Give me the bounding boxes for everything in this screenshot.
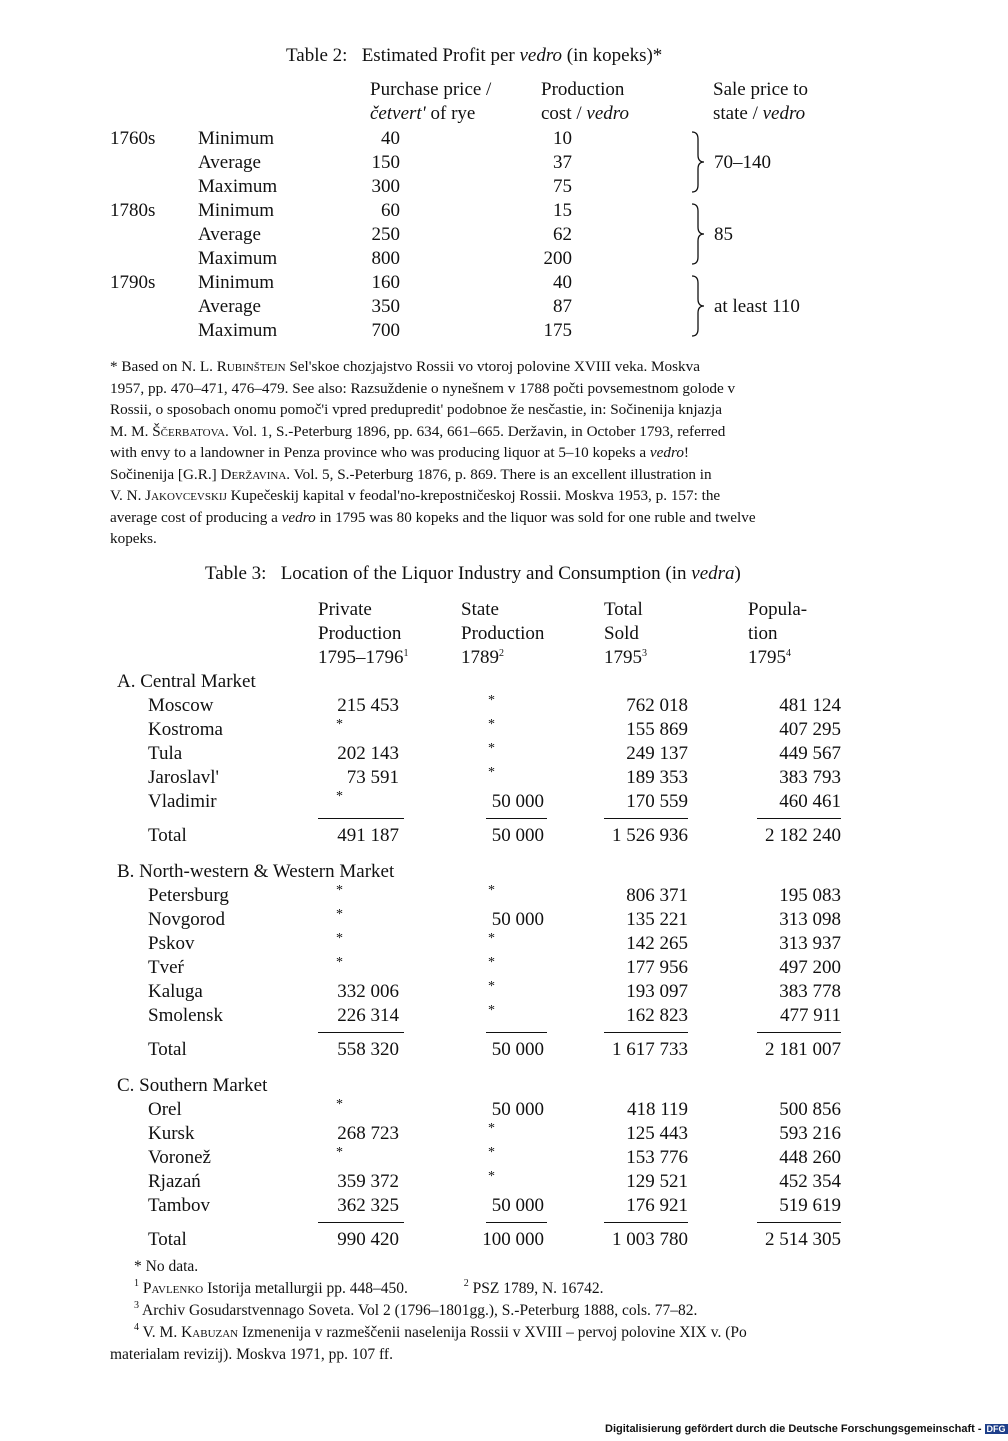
header-population: Popula- tion 1795$^4$ xyxy=(748,599,808,668)
no-data-mark: * xyxy=(336,717,343,732)
note-1-2: $^1$ Pavlenko Istorija metallurgii pp. 448–450. $^2$ PSZ 1789, N. 16742. xyxy=(134,1278,604,1297)
curly-brace-icon xyxy=(690,203,706,265)
total-private: 990 420 xyxy=(337,1229,399,1250)
cell-sold: 249 137 xyxy=(626,743,688,764)
region-name: Tambov xyxy=(148,1195,210,1216)
sum-rule xyxy=(318,1032,404,1033)
note-no-data: * No data. xyxy=(134,1258,199,1275)
cell-sold: 142 265 xyxy=(626,933,688,954)
cell-private: 359 372 xyxy=(337,1171,399,1192)
total-pop: 2 514 305 xyxy=(765,1229,841,1250)
sale-price: at least 110 xyxy=(714,296,800,317)
no-data-mark: * xyxy=(488,741,495,756)
region-name: Rjazań xyxy=(148,1171,201,1192)
production-cost: 175 xyxy=(543,320,572,341)
no-data-mark: * xyxy=(488,765,495,780)
cell-state: 50 000 xyxy=(491,1195,544,1216)
region-name: Tula xyxy=(148,743,183,764)
cell-state: 50 000 xyxy=(491,791,544,812)
sum-rule xyxy=(757,818,841,819)
sum-rule xyxy=(486,1032,547,1033)
purchase-price: 700 xyxy=(371,320,400,341)
production-cost: 200 xyxy=(543,248,572,269)
cell-pop: 195 083 xyxy=(779,885,841,906)
production-cost: 10 xyxy=(553,128,572,149)
sum-rule xyxy=(318,818,404,819)
cell-pop: 449 567 xyxy=(779,743,841,764)
cell-pop: 313 937 xyxy=(779,933,841,954)
production-cost: 15 xyxy=(553,200,572,221)
cell-sold: 153 776 xyxy=(626,1147,688,1168)
production-cost: 37 xyxy=(553,152,572,173)
total-label: Total xyxy=(148,1039,187,1060)
curly-brace-icon xyxy=(690,131,706,193)
sale-price: 85 xyxy=(714,224,733,245)
dfg-logo: DFG xyxy=(986,1424,1006,1434)
cell-pop: 519 619 xyxy=(779,1195,841,1216)
cell-private: 73 591 xyxy=(346,767,399,788)
sum-rule xyxy=(604,818,688,819)
row-label: Minimum xyxy=(198,200,275,221)
table3-caption: Table 3: Location of the Liquor Industry and Consumption (in vedra) xyxy=(205,563,741,584)
sum-rule xyxy=(604,1222,688,1223)
cell-sold: 193 097 xyxy=(626,981,688,1002)
row-label: Average xyxy=(198,224,261,245)
note-4: $^4$ V. M. Kabuzan Izmenenija v razmeščenii naselenija Rossii v XVIII – pervoj polovine XIX v. (Po xyxy=(134,1322,747,1341)
curly-brace-icon xyxy=(690,275,706,337)
total-label: Total xyxy=(148,1229,187,1250)
section-title: A. Central Market xyxy=(117,671,256,692)
cell-private: 202 143 xyxy=(337,743,399,764)
production-cost: 87 xyxy=(553,296,572,317)
cell-private: 332 006 xyxy=(337,981,399,1002)
cell-sold: 162 823 xyxy=(626,1005,688,1026)
sum-rule xyxy=(757,1222,841,1223)
no-data-mark: * xyxy=(488,717,495,732)
purchase-price: 250 xyxy=(371,224,400,245)
table2-caption: Table 2: Estimated Profit per vedro (in kopeks)* xyxy=(286,45,663,66)
region-name: Smolensk xyxy=(148,1005,223,1026)
region-name: Kaluga xyxy=(148,981,203,1002)
purchase-price: 160 xyxy=(371,272,400,293)
table2-footnote: * Based on N. L. Rubinštejn Sel'skoe chozjajstvo Rossii vo vtoroj polovine XVIII veka. Moskva 1957, pp. 470–471, 476–479. See also: Razsuždenie o nynešnem v 1788 počti povsemestnom golode v Rossii, o sposobach onomu pomoč'i vpred predupredit' podobnoe že nesčastie, in: Sočinenija knjazja M. M. Ščerbatova. Vol. 1, S.-Peterburg 1896, pp. 634, 661–665. Deržavin, in October 1793, referred with envy to a landowner in Penza province who was producing liquor at 5–10 kopeks a vedro! Sočinenija [G.R.] Deržavina. Vol. 5, S.-Peterburg 1876, p. 869. There is an excellent illustration in V. N. Jakovcevskij Kupečeskij kapital v feodal'no-krepostničeskoj Rossii. Moskva 1953, p. 157: the average cost of producing a vedro in 1795 was 80 kopeks and the liquor was sold for one ruble and twelve kopeks. xyxy=(110,358,756,547)
no-data-mark: * xyxy=(488,1121,495,1136)
no-data-mark: * xyxy=(336,789,343,804)
header-total-sold: Total Sold 1795$^3$ xyxy=(604,599,647,668)
sum-rule xyxy=(604,1032,688,1033)
row-label: Average xyxy=(198,152,261,173)
note-3: $^3$ Archiv Gosudarstvennago Soveta. Vol 2 (1796–1801gg.), S.-Peterburg 1888, cols. 77–82. xyxy=(134,1300,698,1319)
cell-pop: 452 354 xyxy=(779,1171,841,1192)
production-cost: 40 xyxy=(553,272,572,293)
cell-sold: 806 371 xyxy=(626,885,688,906)
cell-private: 268 723 xyxy=(337,1123,399,1144)
header-private-production: Private Production 1795–1796$^1$ xyxy=(318,599,409,668)
region-name: Voronež xyxy=(148,1147,211,1168)
row-label: Average xyxy=(198,296,261,317)
cell-pop: 383 793 xyxy=(779,767,841,788)
header-sale-unit: state / vedro xyxy=(713,103,806,124)
region-name: Vladimir xyxy=(148,791,217,812)
purchase-price: 300 xyxy=(371,176,400,197)
total-state: 100 000 xyxy=(482,1229,544,1250)
cell-sold: 170 559 xyxy=(626,791,688,812)
purchase-price: 60 xyxy=(381,200,400,221)
total-state: 50 000 xyxy=(491,1039,544,1060)
row-label: Minimum xyxy=(198,128,275,149)
region-name: Jaroslavl' xyxy=(148,767,219,788)
header-production-unit: cost / vedro xyxy=(541,103,629,124)
cell-pop: 313 098 xyxy=(779,909,841,930)
header-production: Production xyxy=(541,79,625,100)
cell-state: 50 000 xyxy=(491,1099,544,1120)
row-label: Maximum xyxy=(198,320,278,341)
total-sold: 1 003 780 xyxy=(612,1229,688,1250)
no-data-mark: * xyxy=(488,955,495,970)
total-pop: 2 182 240 xyxy=(765,825,841,846)
total-state: 50 000 xyxy=(491,825,544,846)
header-purchase: Purchase price / xyxy=(370,79,492,100)
cell-sold: 125 443 xyxy=(626,1123,688,1144)
no-data-mark: * xyxy=(488,693,495,708)
region-name: Novgorod xyxy=(148,909,226,930)
region-name: Kursk xyxy=(148,1123,195,1144)
header-sale: Sale price to xyxy=(713,79,808,100)
cell-pop: 477 911 xyxy=(779,1005,841,1026)
cell-pop: 460 461 xyxy=(779,791,841,812)
cell-sold: 129 521 xyxy=(626,1171,688,1192)
cell-pop: 481 124 xyxy=(779,695,841,716)
total-sold: 1 526 936 xyxy=(612,825,688,846)
region-name: Pskov xyxy=(148,933,195,954)
no-data-mark: * xyxy=(488,931,495,946)
purchase-price: 150 xyxy=(371,152,400,173)
total-label: Total xyxy=(148,825,187,846)
production-cost: 75 xyxy=(553,176,572,197)
total-sold: 1 617 733 xyxy=(612,1039,688,1060)
no-data-mark: * xyxy=(488,883,495,898)
table3-notes xyxy=(110,1256,747,1366)
no-data-mark: * xyxy=(336,1145,343,1160)
no-data-mark: * xyxy=(488,979,495,994)
total-pop: 2 181 007 xyxy=(765,1039,841,1060)
purchase-price: 800 xyxy=(371,248,400,269)
no-data-mark: * xyxy=(488,1145,495,1160)
cell-pop: 407 295 xyxy=(779,719,841,740)
region-name: Kostroma xyxy=(148,719,223,740)
cell-private: 362 325 xyxy=(337,1195,399,1216)
cell-sold: 177 956 xyxy=(626,957,688,978)
cell-private: 226 314 xyxy=(337,1005,399,1026)
cell-state: 50 000 xyxy=(491,909,544,930)
cell-sold: 135 221 xyxy=(626,909,688,930)
sum-rule xyxy=(757,1032,841,1033)
region-name: Petersburg xyxy=(148,885,229,906)
sum-rule xyxy=(486,818,547,819)
cell-pop: 500 856 xyxy=(779,1099,841,1120)
region-name: Orel xyxy=(148,1099,182,1120)
cell-sold: 176 921 xyxy=(626,1195,688,1216)
cell-pop: 448 260 xyxy=(779,1147,841,1168)
section-title: B. North-western & Western Market xyxy=(117,861,395,882)
no-data-mark: * xyxy=(488,1003,495,1018)
region-name: Moscow xyxy=(148,695,214,716)
purchase-price: 350 xyxy=(371,296,400,317)
cell-sold: 418 119 xyxy=(626,1099,688,1120)
row-label: Maximum xyxy=(198,248,278,269)
no-data-mark: * xyxy=(336,883,343,898)
no-data-mark: * xyxy=(336,1097,343,1112)
sale-price: 70–140 xyxy=(714,152,771,173)
total-private: 491 187 xyxy=(337,825,399,846)
no-data-mark: * xyxy=(336,907,343,922)
header-purchase-unit: četvert' of rye xyxy=(370,103,476,124)
no-data-mark: * xyxy=(336,931,343,946)
cell-pop: 383 778 xyxy=(779,981,841,1002)
dfg-credit xyxy=(605,1423,1008,1435)
sum-rule xyxy=(486,1222,547,1223)
cell-sold: 189 353 xyxy=(626,767,688,788)
region-name: Tveŕ xyxy=(148,957,184,978)
row-label: Maximum xyxy=(198,176,278,197)
cell-sold: 762 018 xyxy=(626,695,688,716)
no-data-mark: * xyxy=(336,955,343,970)
purchase-price: 40 xyxy=(381,128,400,149)
section-title: C. Southern Market xyxy=(117,1075,268,1096)
no-data-mark: * xyxy=(488,1169,495,1184)
header-state-production: State Production 1789$^2$ xyxy=(461,599,545,668)
decade-label: 1780s xyxy=(110,200,156,221)
decade-label: 1760s xyxy=(110,128,156,149)
note-4-cont: materialam revizij). Moskva 1971, pp. 107 ff. xyxy=(110,1346,393,1363)
decade-label: 1790s xyxy=(110,272,156,293)
cell-sold: 155 869 xyxy=(626,719,688,740)
dfg-credit-text: Digitalisierung gefördert durch die Deutsche Forschungsgemeinschaft - xyxy=(605,1423,982,1435)
row-label: Minimum xyxy=(198,272,275,293)
cell-private: 215 453 xyxy=(337,695,399,716)
total-private: 558 320 xyxy=(337,1039,399,1060)
production-cost: 62 xyxy=(553,224,572,245)
cell-pop: 497 200 xyxy=(779,957,841,978)
cell-pop: 593 216 xyxy=(779,1123,841,1144)
sum-rule xyxy=(318,1222,404,1223)
